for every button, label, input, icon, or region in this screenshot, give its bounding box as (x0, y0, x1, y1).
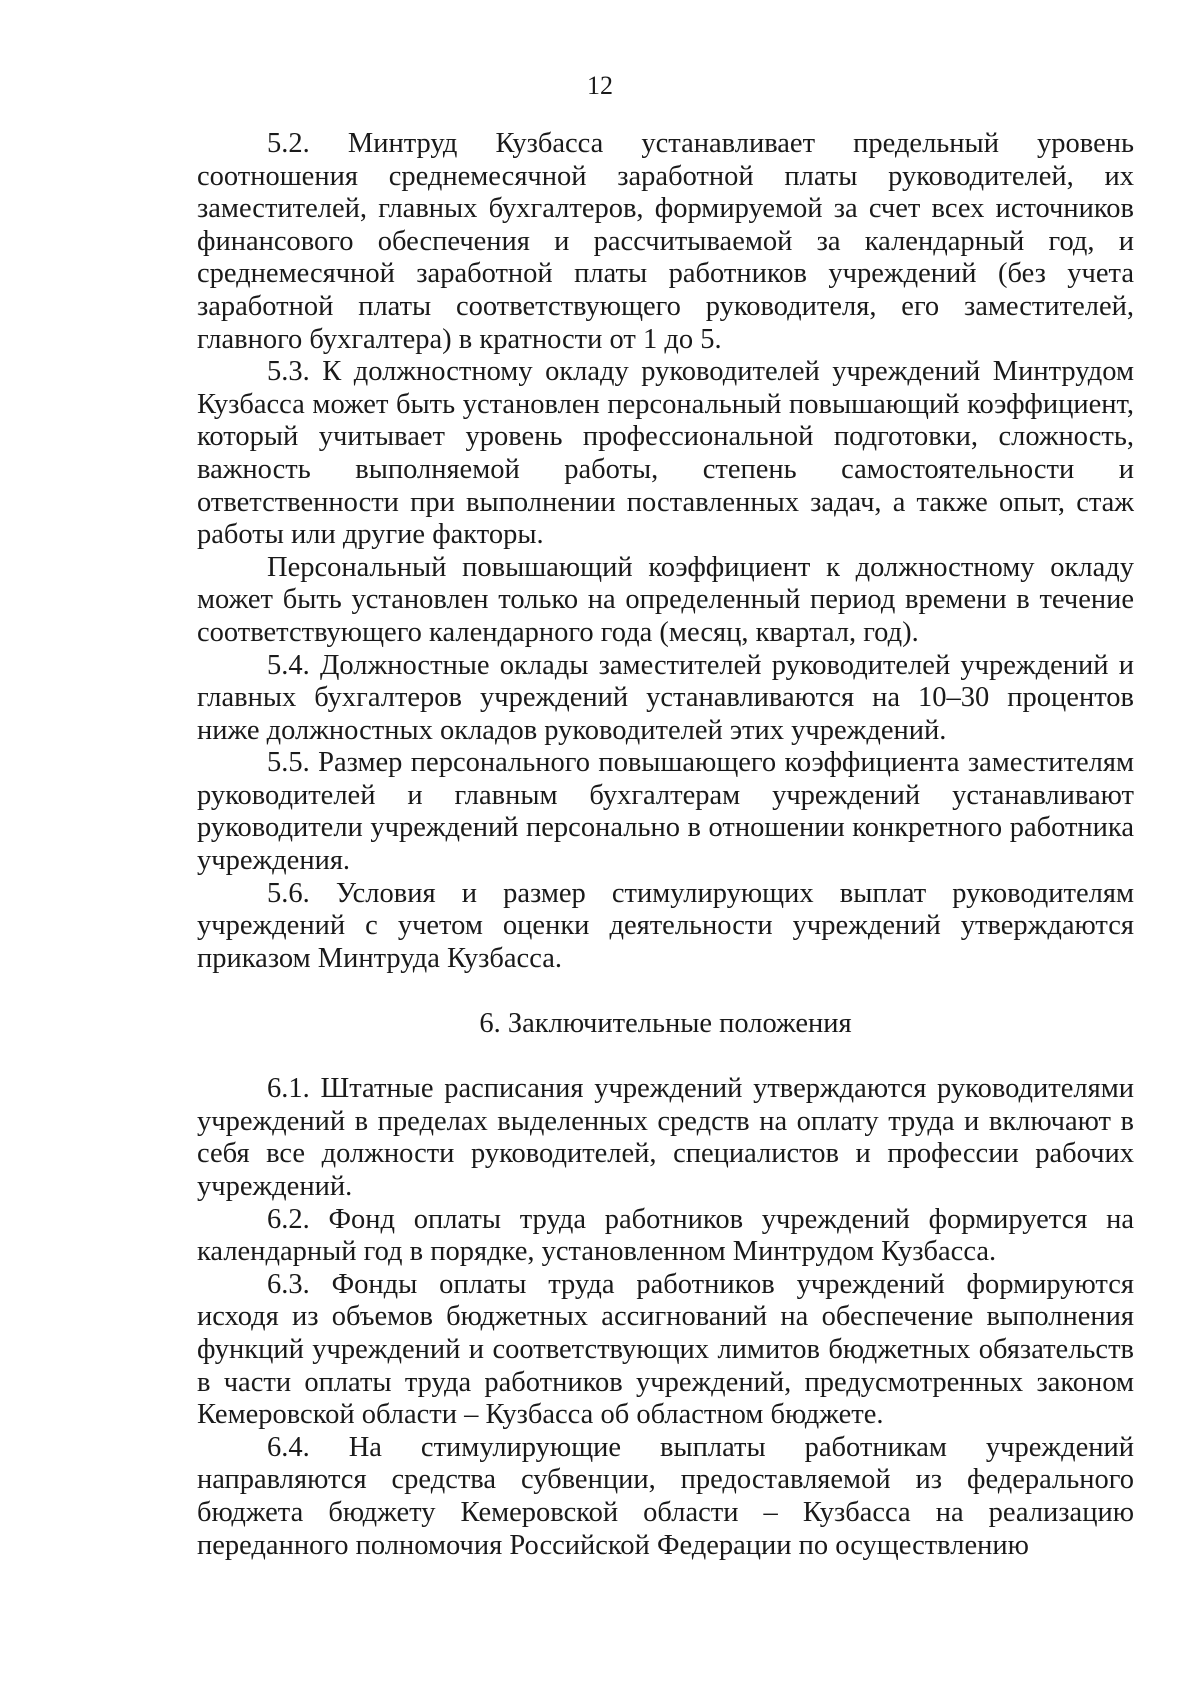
spacer (197, 1041, 1134, 1074)
paragraph-5-2: 5.2. Минтруд Кузбасса устанавливает предельный уровень соотношения среднемесячной заработной платы руководителей, их заместителей, главных бухгалтеров, формируемой за счет всех источников финансового обеспечения и рассчитываемой за календарный год, и среднемесячной заработной платы работников учреждений (без учета заработной платы соответствующего руководителя, его заместителей, главного бухгалтера) в кратности от 1 до 5. (197, 128, 1134, 355)
paragraph-6-1: 6.1. Штатные расписания учреждений утверждаются руководителями учреждений в пределах выделенных средств на оплату труда и включают в себя все должности руководителей, специалистов и профессии рабочих учреждений. (197, 1073, 1134, 1202)
paragraph-6-3: 6.3. Фонды оплаты труда работников учреждений формируются исходя из объемов бюджетных ассигнований на обеспечение выполнения функций учреждений и соответствующих лимитов бюджетных обязательств в части оплаты труда работников учреждений, предусмотренных законом Кемеровской области – Кузбасса об областном бюджете. (197, 1268, 1134, 1431)
spacer (197, 975, 1134, 1008)
paragraph-5-4: 5.4. Должностные оклады заместителей руководителей учреждений и главных бухгалтеров учреждений устанавливаются на 10–30 процентов ниже должностных окладов руководителей этих учреждений. (197, 649, 1134, 746)
paragraph-5-3-continued: Персональный повышающий коэффициент к должностному окладу может быть установлен только на определенный период времени в течение соответствующего календарного года (месяц, квартал, год). (197, 551, 1134, 648)
section-6-heading: 6. Заключительные положения (479, 1008, 852, 1040)
paragraph-6-4: 6.4. На стимулирующие выплаты работникам учреждений направляются средства субвенции, предоставляемой из федерального бюджета бюджету Кемеровской области – Кузбасса на реализацию переданного полномочия Российской Федерации по осуществлению (197, 1431, 1134, 1561)
page-number: 12 (587, 71, 613, 100)
paragraph-6-2: 6.2. Фонд оплаты труда работников учреждений формируется на календарный год в порядке, установленном Минтрудом Кузбасса. (197, 1203, 1134, 1268)
paragraph-5-6: 5.6. Условия и размер стимулирующих выплат руководителям учреждений с учетом оценки деятельности учреждений утверждаются приказом Минтруда Кузбасса. (197, 877, 1134, 974)
paragraph-5-5: 5.5. Размер персонального повышающего коэффициента заместителям руководителей и главным бухгалтерам учреждений устанавливают руководители учреждений персонально в отношении конкретного работника учреждения. (197, 747, 1134, 877)
document-body (197, 128, 1134, 1562)
paragraph-5-3: 5.3. К должностному окладу руководителей учреждений Минтрудом Кузбасса может быть установлен персональный повышающий коэффициент, который учитывает уровень профессиональной подготовки, сложность, важность выполняемой работы, степень самостоятельности и ответственности при выполнении поставленных задач, а также опыт, стаж работы или другие факторы. (197, 356, 1134, 551)
